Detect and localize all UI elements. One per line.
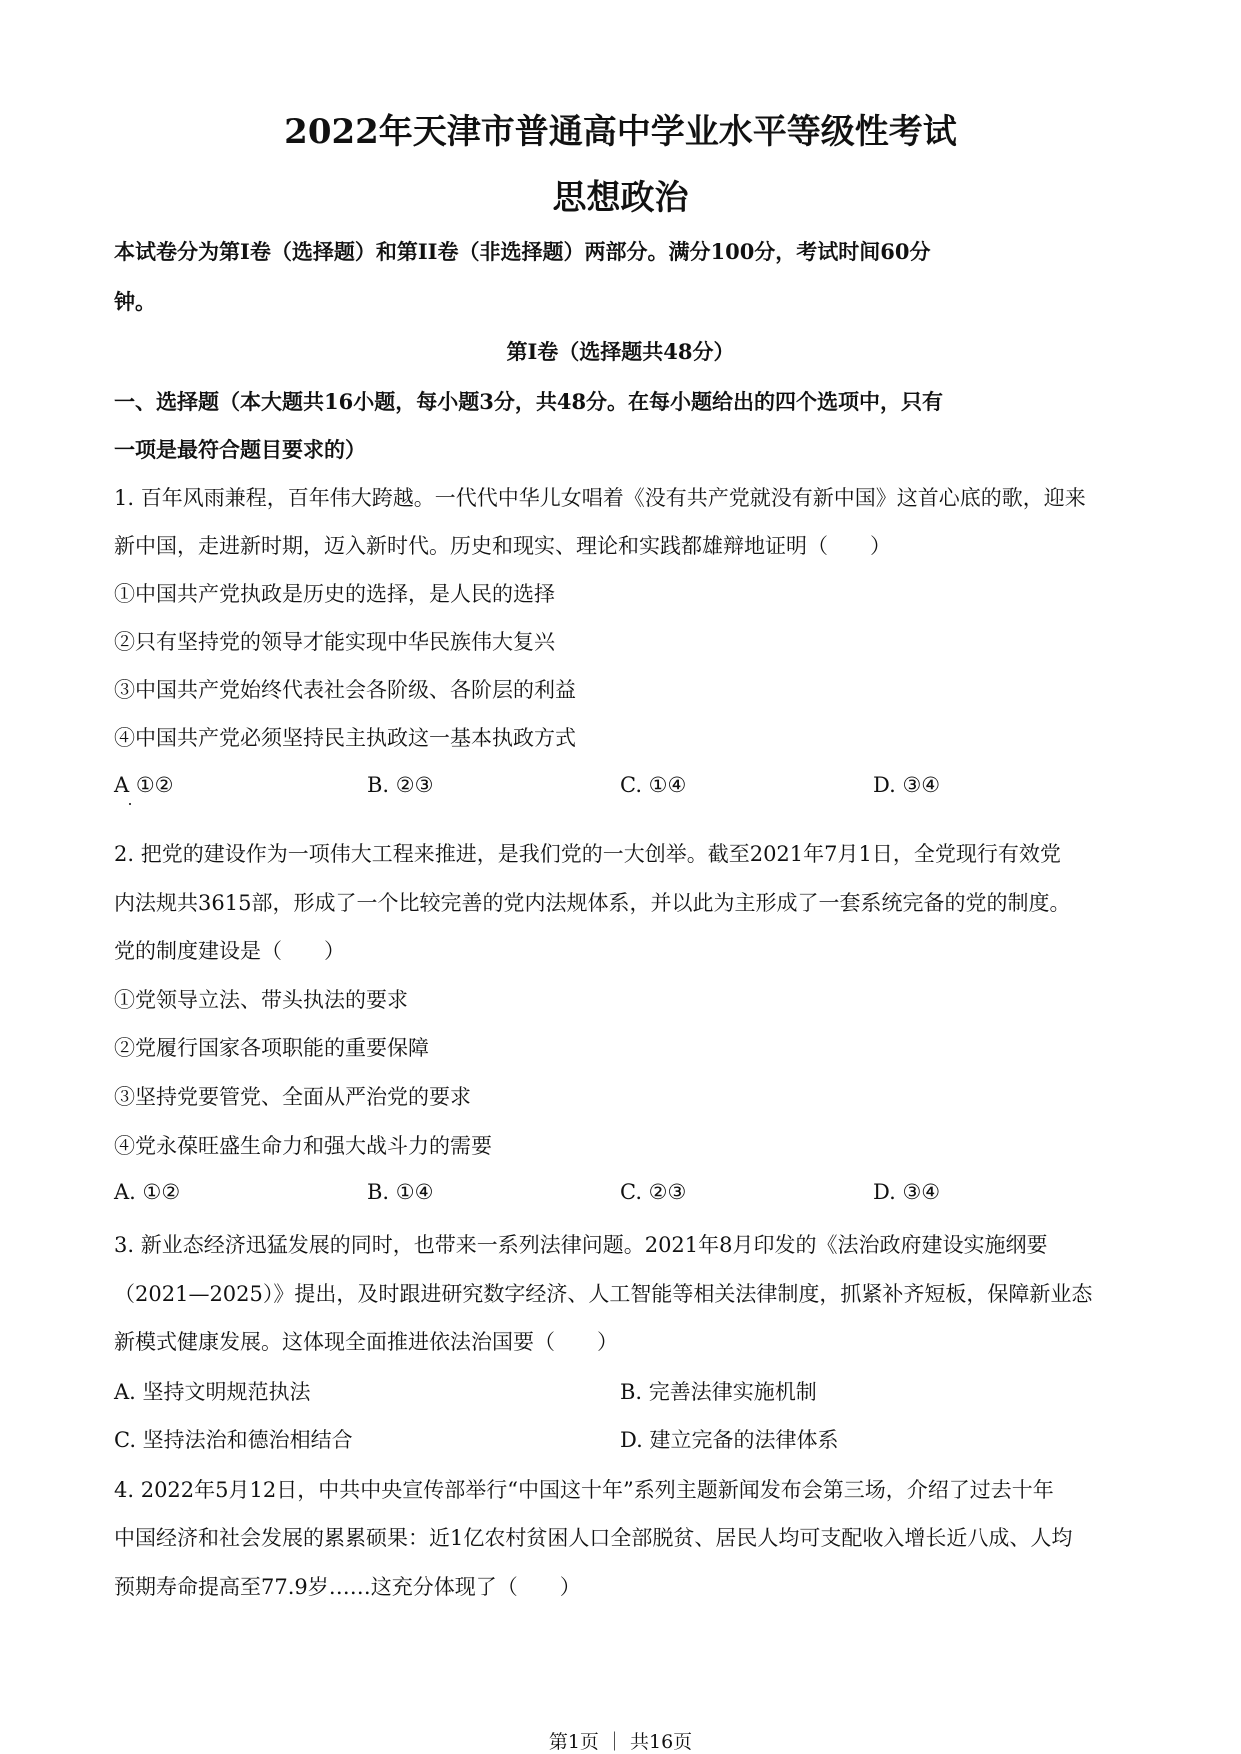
q2-item-3: ③坚持党要管党、全面从严治党的要求	[114, 1085, 471, 1109]
q3-option-b: B. 完善法律实施机制	[620, 1380, 817, 1404]
section-instruction-2: 一项是最符合题目要求的）	[114, 437, 366, 462]
q2-item-1: ①党领导立法、带头执法的要求	[114, 988, 408, 1012]
q4-stem-2: 中国经济和社会发展的累累硕果：近1亿农村贫困人口全部脱贫、居民人均可支配收入增长近八成、人均	[114, 1526, 1073, 1550]
q2-stem-2: 内法规共3615部，形成了一个比较完善的党内法规体系，并以此为主形成了一套系统完备的党的制度。	[114, 891, 1071, 915]
q2-stem-1: 2. 把党的建设作为一项伟大工程来推进，是我们党的一大创举。截至2021年7月1日，全党现行有效党	[114, 842, 1061, 866]
q1-stem-1: 1. 百年风雨兼程，百年伟大跨越。一代代中华儿女唱着《没有共产党就没有新中国》这首心底的歌，迎来	[114, 486, 1086, 510]
intro-line-2: 钟。	[114, 289, 156, 314]
subject-title: 思想政治	[552, 178, 689, 218]
q1-item-4: ④中国共产党必须坚持民主执政这一基本执政方式	[114, 726, 576, 750]
page-footer: 第1页 ｜ 共16页	[548, 1731, 693, 1753]
q1-option-b: B. ②③	[367, 773, 434, 797]
q3-stem-2: （2021—2025）》提出，及时跟进研究数字经济、人工智能等相关法律制度，抓紧补齐短板，保障新业态	[114, 1282, 1093, 1306]
q3-option-d: D. 建立完备的法律体系	[620, 1428, 839, 1452]
section-instruction-1: 一、选择题（本大题共16小题，每小题3分，共48分。在每小题给出的四个选项中，只有	[114, 389, 944, 414]
q1-option-c: C. ①④	[620, 773, 687, 797]
exam-title: 2022年天津市普通高中学业水平等级性考试	[284, 112, 957, 152]
q3-option-c: C. 坚持法治和德治相结合	[114, 1428, 353, 1452]
q2-option-a: A. ①②	[114, 1180, 181, 1204]
q4-stem-1: 4. 2022年5月12日，中共中央宣传部举行“中国这十年”系列主题新闻发布会第三场，介绍了过去十年	[114, 1478, 1054, 1502]
q2-stem-3: 党的制度建设是（ ）	[114, 939, 345, 963]
q1-option-d: D. ③④	[873, 773, 941, 797]
q3-option-a: A. 坚持文明规范执法	[114, 1380, 311, 1404]
q2-option-d: D. ③④	[873, 1180, 941, 1204]
q1-item-2: ②只有坚持党的领导才能实现中华民族伟大复兴	[114, 630, 555, 654]
intro-line-1: 本试卷分为第I卷（选择题）和第II卷（非选择题）两部分。满分100分，考试时间60分	[114, 239, 931, 264]
q1-option-a: A ①②	[114, 773, 174, 797]
stray-dot-mark	[129, 803, 131, 805]
q1-stem-2: 新中国，走进新时期，迈入新时代。历史和现实、理论和实践都雄辩地证明（ ）	[114, 534, 891, 558]
q4-stem-3: 预期寿命提高至77.9岁……这充分体现了（ ）	[114, 1575, 581, 1599]
q2-item-4: ④党永葆旺盛生命力和强大战斗力的需要	[114, 1134, 492, 1158]
q2-item-2: ②党履行国家各项职能的重要保障	[114, 1036, 429, 1060]
q1-item-1: ①中国共产党执政是历史的选择，是人民的选择	[114, 582, 555, 606]
section-title: 第I卷（选择题共48分）	[506, 339, 735, 364]
q2-option-b: B. ①④	[367, 1180, 434, 1204]
q2-option-c: C. ②③	[620, 1180, 687, 1204]
q3-stem-3: 新模式健康发展。这体现全面推进依法治国要（ ）	[114, 1330, 618, 1354]
q1-item-3: ③中国共产党始终代表社会各阶级、各阶层的利益	[114, 678, 576, 702]
q3-stem-1: 3. 新业态经济迅猛发展的同时，也带来一系列法律问题。2021年8月印发的《法治政府建设实施纲要	[114, 1233, 1048, 1257]
